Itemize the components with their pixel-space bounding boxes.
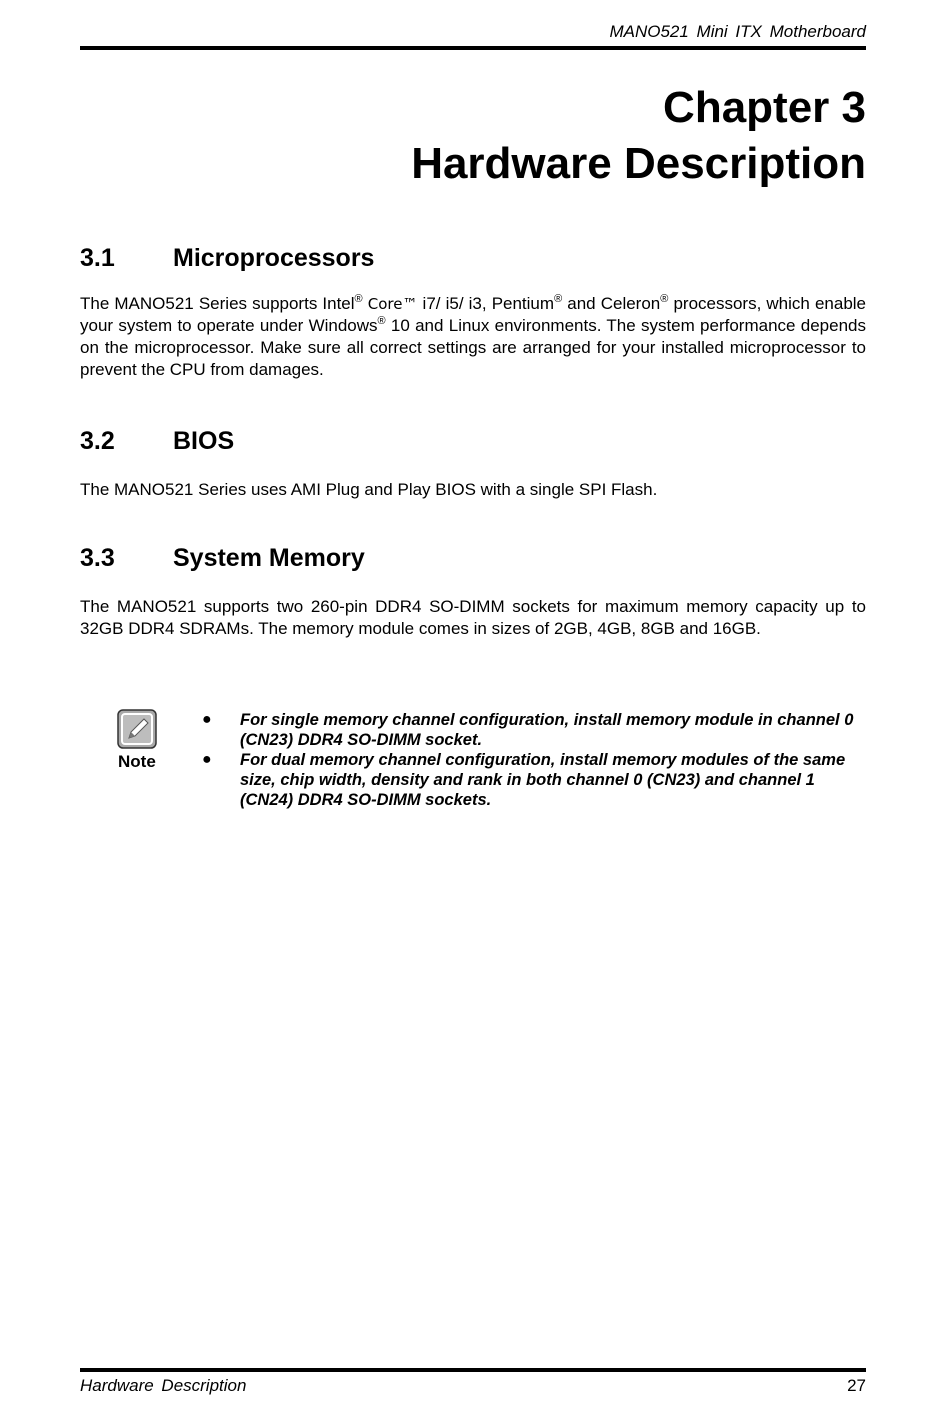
section-number: 3.2 — [80, 427, 115, 455]
note-item — [202, 750, 868, 810]
note-item-text: For single memory channel configuration, install memory module in channel 0 (CN23) DDR4 SO-DIMM socket. — [240, 711, 854, 749]
bullet: ● — [202, 711, 212, 728]
text-run: processors, which enable your system to operate under Windows — [80, 294, 867, 335]
registered-mark: ® — [660, 293, 669, 305]
note-label: Note — [118, 752, 156, 771]
text-run: i7/ i5/ i3, Pentium — [417, 294, 555, 313]
note-item-text: For dual memory channel configuration, install memory modules of the same size, chip width, density and rank in both channel 0 (CN23) and channel 1 (CN24) DDR4 SO-DIMM sockets. — [240, 751, 846, 809]
section-heading-system-memory — [80, 544, 365, 573]
text-run: The MANO521 Series supports Intel — [80, 294, 355, 313]
note-item — [202, 710, 868, 750]
registered-mark: ® — [554, 293, 563, 305]
section-number: 3.3 — [80, 544, 115, 572]
document-page — [80, 0, 866, 1419]
chapter-number: Chapter 3 — [663, 83, 866, 132]
section-title: BIOS — [173, 427, 235, 455]
paragraph-bios: The MANO521 Series uses AMI Plug and Play BIOS with a single SPI Flash. — [80, 480, 658, 499]
bullet: ● — [202, 751, 212, 768]
chapter-title: Hardware Description — [411, 139, 866, 188]
note-list — [202, 710, 868, 810]
section-title: System Memory — [173, 544, 365, 572]
paragraph-microprocessors — [80, 293, 866, 381]
footer-rule — [80, 1368, 866, 1372]
section-heading-microprocessors — [80, 244, 374, 273]
text-run-core: Core™ — [367, 295, 418, 313]
page-number: 27 — [847, 1376, 866, 1395]
chapter-heading — [411, 80, 866, 192]
header-rule — [80, 46, 866, 50]
paragraph-system-memory: The MANO521 supports two 260-pin DDR4 SO-DIMM sockets for maximum memory capacity up to 32GB DDR4 SDRAMs. The memory module comes in sizes of 2GB, 4GB, 8GB and 16GB. — [80, 597, 866, 638]
text-run: 10 and Linux environments. The system performance depends on the microprocessor. Make sure all correct settings are arranged for your installed microprocessor to prevent the CPU from damages. — [80, 316, 866, 379]
section-heading-bios — [80, 427, 234, 456]
note-pencil-icon — [117, 709, 157, 749]
section-title: Microprocessors — [173, 244, 375, 272]
running-header: MANO521 Mini ITX Motherboard — [609, 22, 866, 41]
registered-mark: ® — [377, 315, 386, 327]
text-run: and Celeron — [562, 294, 661, 313]
registered-mark: ® — [354, 293, 363, 305]
section-number: 3.1 — [80, 244, 115, 272]
footer-section-title: Hardware Description — [80, 1376, 247, 1395]
